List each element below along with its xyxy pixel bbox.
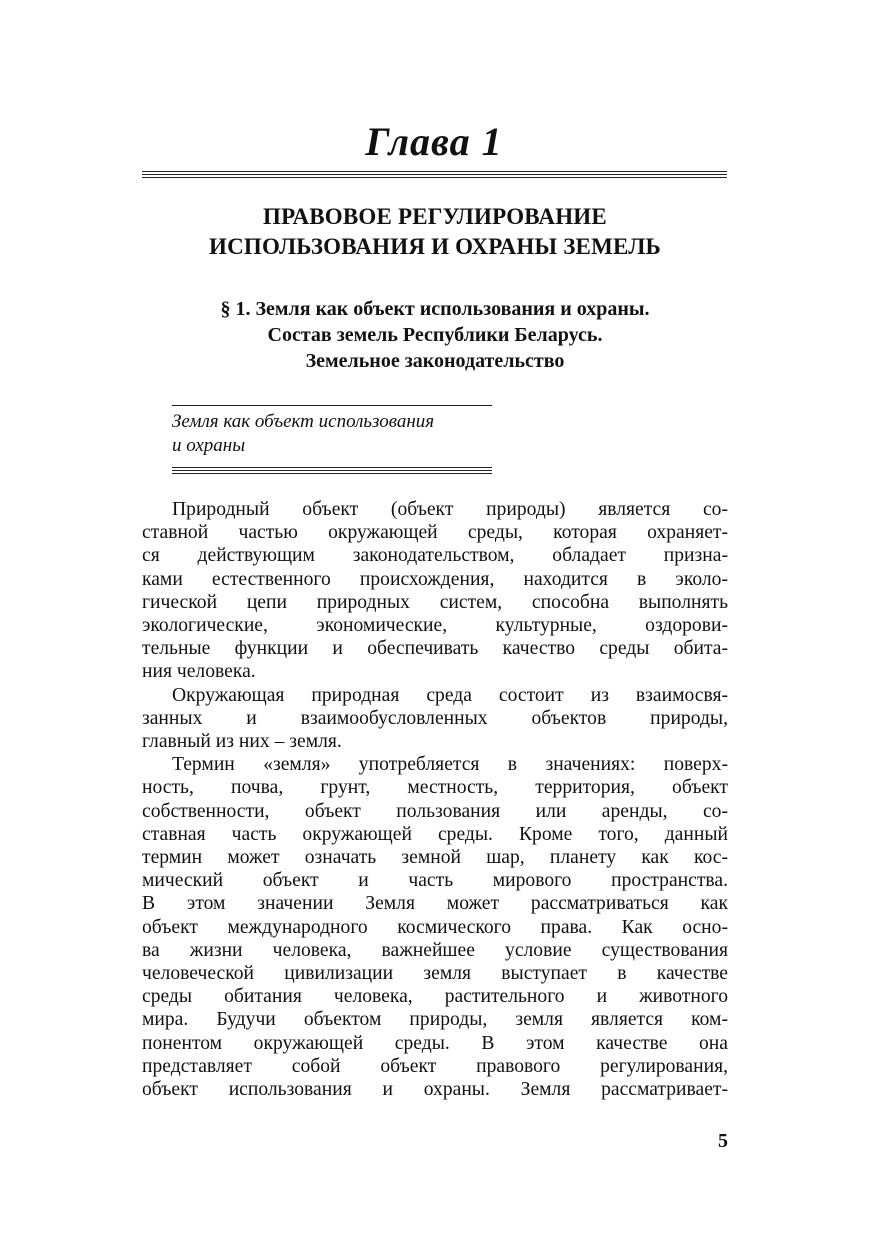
subsection-rule-bottom: [172, 467, 492, 476]
part-title: [140, 202, 730, 262]
page-number: 5: [718, 1130, 728, 1152]
text-line: экологические, экономические, культурные, оздорови-: [142, 615, 728, 637]
text-line: ставная часть окружающей среды. Кроме того, данный: [142, 823, 728, 845]
text-line: представляет собой объект правового регулирования,: [142, 1055, 728, 1077]
text-line: человеческой цивилизации земля выступает в качестве: [142, 963, 728, 985]
section-title-line: Состав земель Республики Беларусь.: [267, 324, 603, 346]
subsection-title-line: Земля как объект использования: [172, 411, 435, 432]
subsection-rule-top: [172, 405, 492, 406]
text-line: ва жизни человека, важнейшее условие существования: [142, 939, 728, 961]
text-line: В этом значении Земля может рассматриваться как: [142, 893, 728, 915]
chapter-divider: [142, 171, 727, 180]
text-line: термин может означать земной шар, планету как кос-: [142, 847, 728, 869]
text-line: Окружающая природная среда состоит из взаимосвя-: [172, 684, 728, 706]
text-line: мира. Будучи объектом природы, земля является ком-: [142, 1009, 728, 1031]
text-line: главный из них – земля.: [142, 731, 342, 753]
text-line: понентом окружающей среды. В этом качестве она: [142, 1032, 728, 1054]
part-title-line: ПРАВОВОЕ РЕГУЛИРОВАНИЕ: [263, 204, 607, 229]
paragraph: [142, 753, 728, 1101]
text-line: гической цепи природных систем, способна выполнять: [142, 591, 728, 613]
text-line: среды обитания человека, растительного и животного: [142, 986, 728, 1008]
text-line: ками естественного происхождения, находится в эколо-: [142, 568, 728, 590]
subsection-title: [172, 410, 502, 458]
text-line: объект использования и охраны. Земля рассматривает-: [142, 1079, 728, 1101]
text-line: мический объект и часть мирового пространства.: [142, 870, 728, 892]
text-line: ставной частью окружающей среды, которая охраняет-: [142, 522, 728, 544]
text-line: занных и взаимообусловленных объектов природы,: [142, 707, 728, 729]
paragraph: [142, 684, 728, 754]
text-line: ся действующим законодательством, обладает призна-: [142, 545, 728, 567]
part-title-line: ИСПОЛЬЗОВАНИЯ И ОХРАНЫ ЗЕМЕЛЬ: [209, 234, 661, 259]
body-text: [142, 498, 728, 1101]
text-line: ния человека.: [142, 661, 256, 683]
chapter-title: Глава 1: [365, 119, 503, 164]
text-line: ность, почва, грунт, местность, территория, объект: [142, 777, 728, 799]
section-title-line: § 1. Земля как объект использования и охраны.: [220, 298, 650, 320]
paragraph: [142, 498, 728, 684]
text-line: Термин «земля» употребляется в значениях: поверх-: [172, 754, 728, 776]
subsection-title-line: и охраны: [172, 435, 246, 456]
section-title: [140, 296, 730, 374]
text-line: объект международного космического права. Как осно-: [142, 916, 728, 938]
text-line: Природный объект (объект природы) является со-: [172, 499, 728, 520]
text-line: собственности, объект пользования или аренды, со-: [142, 800, 728, 822]
text-line: тельные функции и обеспечивать качество среды обита-: [142, 638, 728, 660]
section-title-line: Земельное законодательство: [305, 350, 565, 372]
